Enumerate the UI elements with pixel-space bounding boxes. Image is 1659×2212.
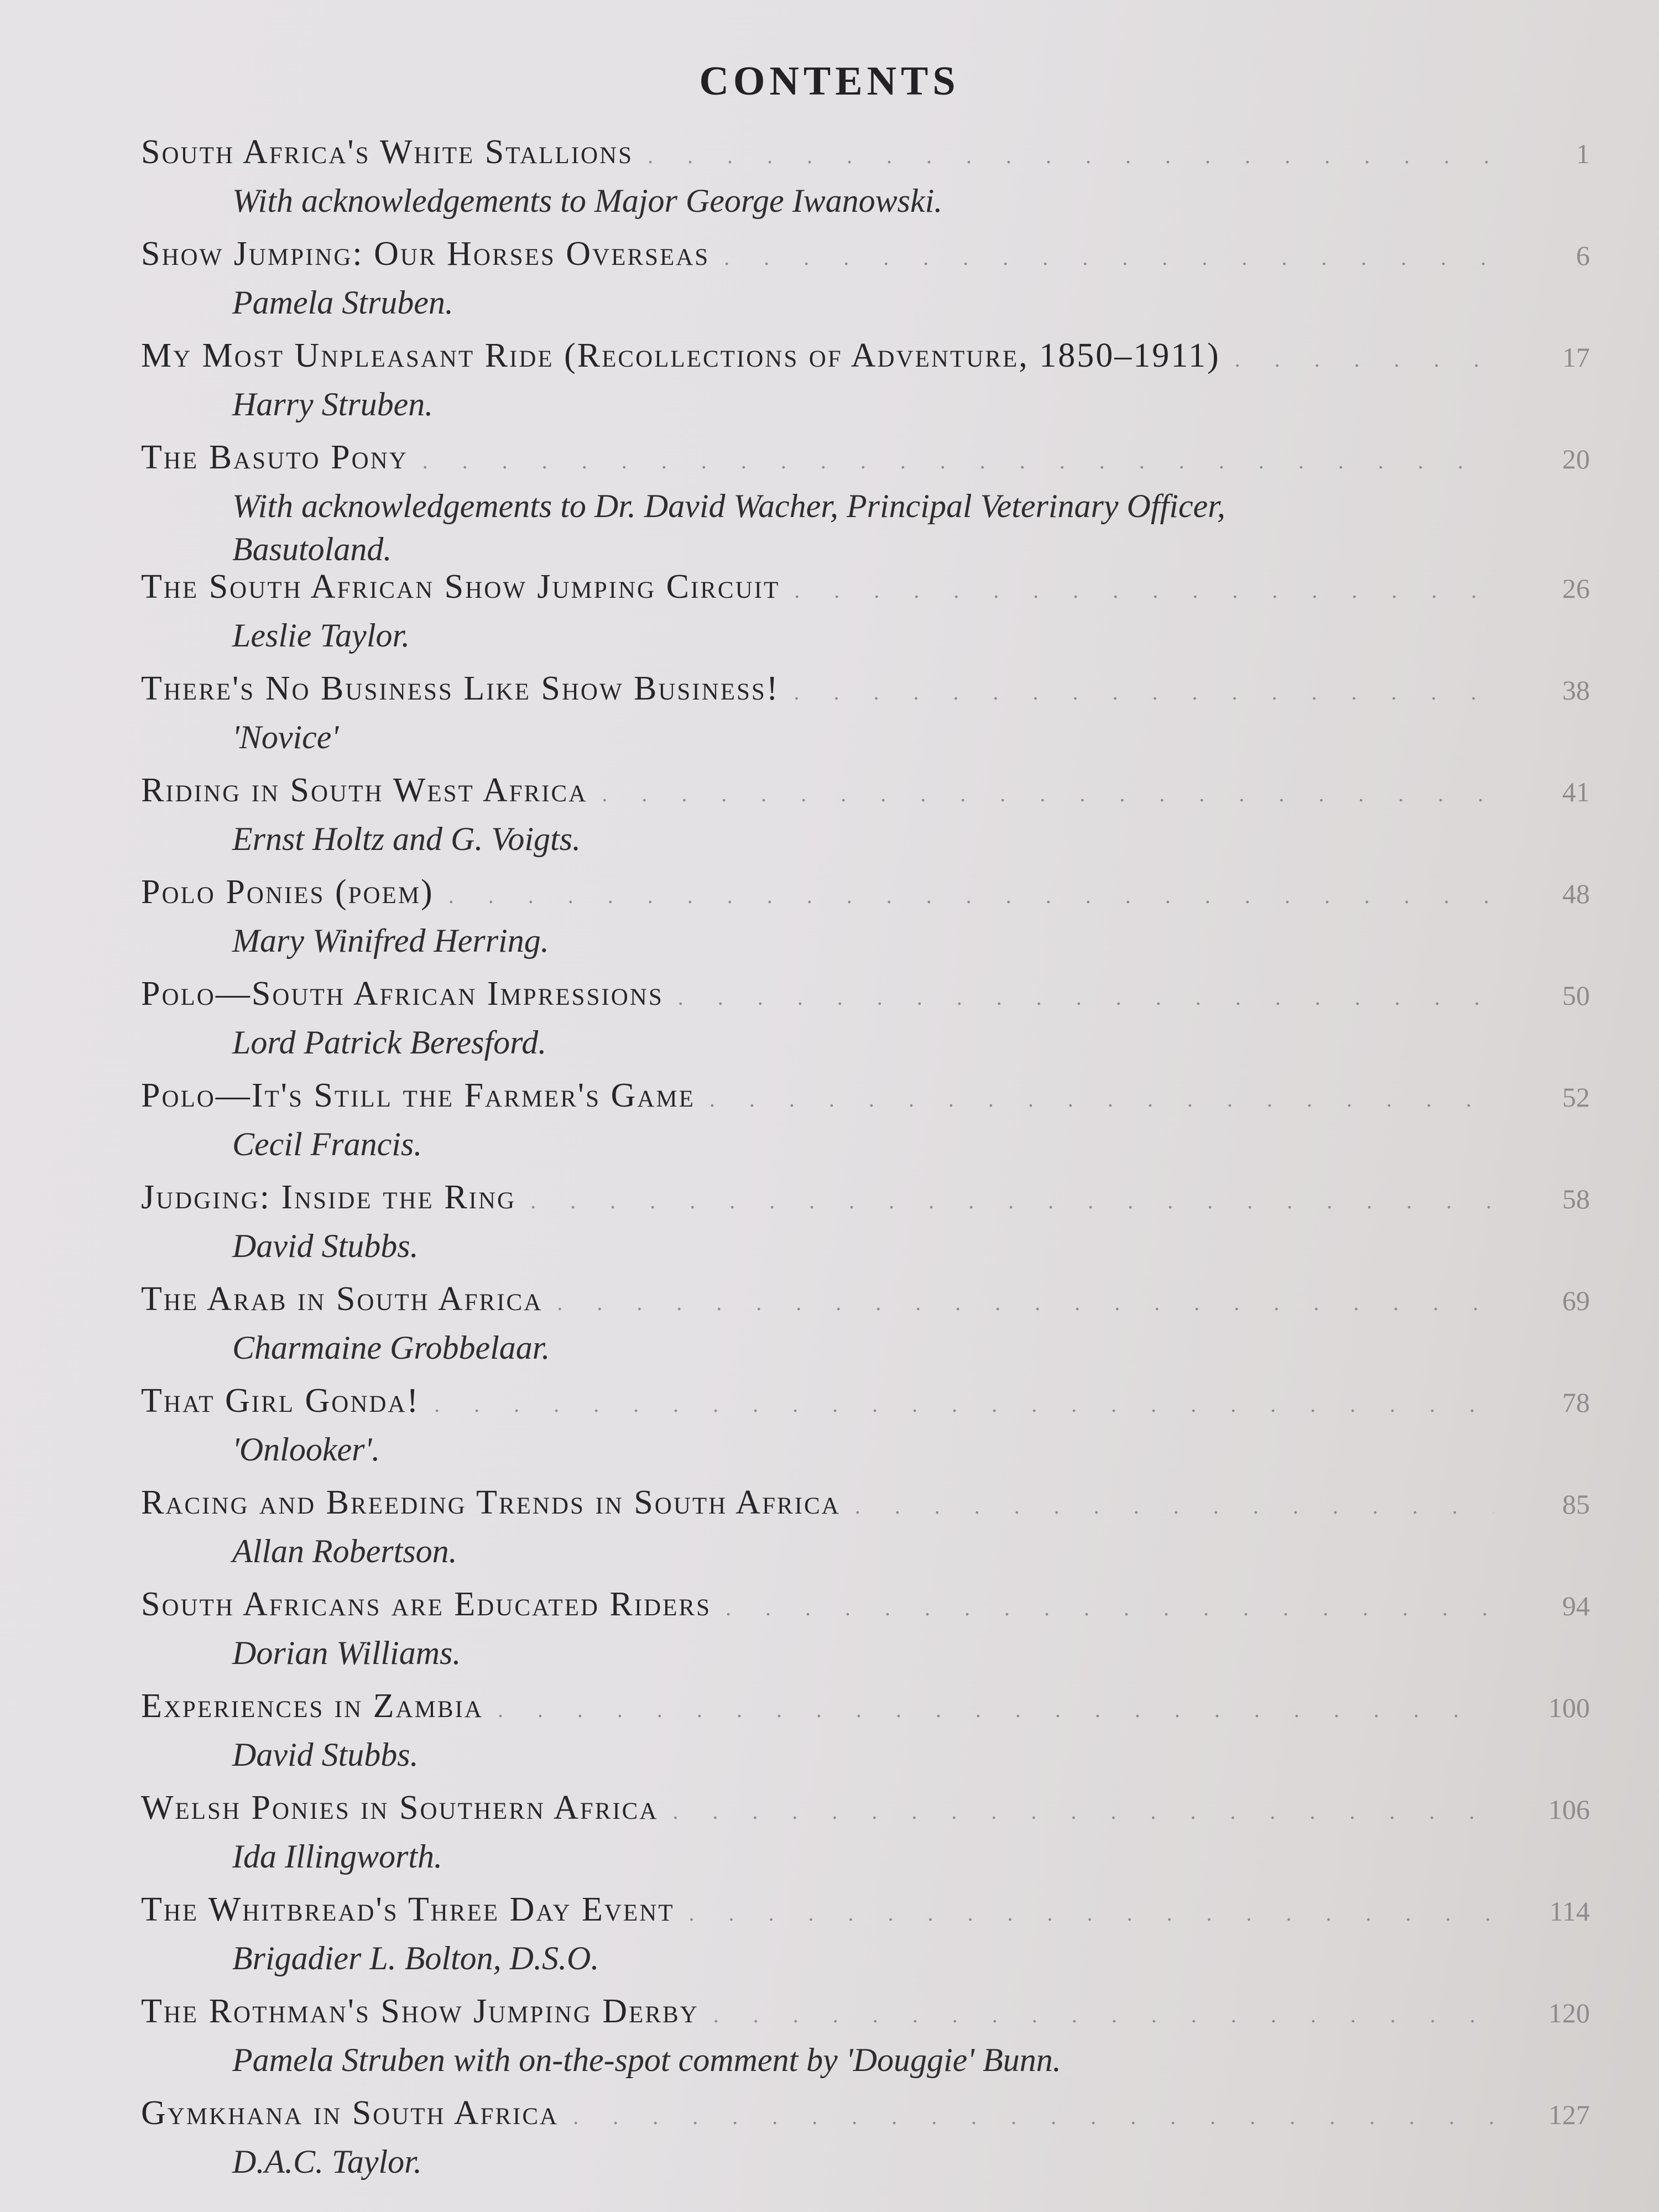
entry-author: Lord Patrick Beresford.	[232, 1024, 547, 1061]
entry-author: Pamela Struben.	[232, 284, 453, 321]
entry-title: My Most Unpleasant Ride (Recollections of Adventure, 1850–1911)	[141, 337, 1220, 374]
toc-entry	[141, 669, 1590, 771]
entry-title: Polo Ponies (poem)	[141, 873, 434, 911]
page-number: 17	[1562, 342, 1590, 373]
page-number: 38	[1562, 675, 1590, 706]
toc-entry	[141, 1076, 1590, 1178]
entry-title: The Basuto Pony	[141, 439, 408, 476]
dot-leader	[678, 984, 1494, 1010]
entry-author: Allan Robertson.	[232, 1533, 457, 1569]
entry-author: Mary Winifred Herring.	[232, 922, 549, 959]
page-number: 127	[1548, 2099, 1590, 2130]
dot-leader	[422, 448, 1494, 474]
page-number: 94	[1562, 1590, 1590, 1621]
page-number: 50	[1562, 980, 1590, 1011]
entry-title: That Girl Gonda!	[141, 1382, 420, 1420]
toc-entry	[141, 1992, 1590, 2094]
toc-entry	[141, 1178, 1590, 1280]
entry-title: The Whitbread's Three Day Event	[141, 1891, 675, 1928]
toc-entry	[141, 234, 1590, 336]
entry-author: D.A.C. Taylor.	[232, 2143, 422, 2180]
toc-entry	[141, 1890, 1590, 1992]
dot-leader	[602, 781, 1494, 807]
entry-author: Pamela Struben with on-the-spot comment by 'Douggie' Bunn.	[232, 2042, 1061, 2078]
toc-entry	[141, 1788, 1590, 1890]
page-number: 41	[1562, 776, 1590, 807]
toc-entry	[141, 1381, 1590, 1483]
entry-title: Experiences in Zambia	[141, 1687, 483, 1725]
entry-author: 'Novice'	[232, 719, 339, 755]
dot-leader	[672, 1798, 1494, 1824]
dot-leader	[713, 2002, 1494, 2028]
dot-leader	[794, 679, 1494, 705]
entry-author: With acknowledgements to Major George Iwanowski.	[232, 182, 943, 219]
page-number: 114	[1549, 1896, 1590, 1927]
page-number: 6	[1576, 240, 1590, 271]
page-number: 85	[1562, 1489, 1590, 1520]
toc-entry	[141, 771, 1590, 873]
dot-leader	[724, 244, 1494, 270]
dot-leader	[434, 1391, 1494, 1417]
dot-leader	[709, 1086, 1494, 1112]
entry-author: With acknowledgements to Dr. David Wacher, Principal Veterinary Officer,	[232, 488, 1225, 524]
page-number: 52	[1562, 1082, 1590, 1113]
page-number: 69	[1562, 1285, 1590, 1316]
page-number: 100	[1548, 1692, 1590, 1723]
toc-entry	[141, 1585, 1590, 1687]
entry-title: Show Jumping: Our Horses Overseas	[141, 235, 710, 273]
dot-leader	[648, 143, 1494, 169]
toc-entry	[141, 336, 1590, 438]
page-number: 78	[1562, 1387, 1590, 1418]
entry-author: Harry Struben.	[232, 386, 434, 422]
entry-title: Polo—It's Still the Farmer's Game	[141, 1077, 695, 1114]
page-number: 20	[1562, 444, 1590, 474]
entry-author: David Stubbs.	[232, 1736, 419, 1773]
toc-entry	[141, 873, 1590, 974]
dot-leader	[689, 1900, 1494, 1926]
entry-title: Polo—South African Impressions	[141, 975, 664, 1013]
entry-author: Ida Illingworth.	[232, 1838, 443, 1875]
toc-entry	[141, 133, 1590, 234]
dot-leader	[855, 1493, 1494, 1519]
dot-leader	[726, 1595, 1494, 1621]
entry-title: South Africa's White Stallions	[141, 133, 634, 171]
toc-entry	[141, 1280, 1590, 1381]
dot-leader	[1235, 346, 1494, 372]
entry-author: Leslie Taylor.	[232, 617, 410, 654]
page-number: 58	[1562, 1183, 1590, 1214]
dot-leader	[557, 1290, 1494, 1316]
page-number: 120	[1548, 1997, 1590, 2028]
entry-title: The Arab in South Africa	[141, 1280, 543, 1318]
table-of-contents	[141, 133, 1590, 2195]
entry-title: The South African Show Jumping Circuit	[141, 568, 780, 606]
dot-leader	[498, 1697, 1494, 1723]
page-number: 48	[1562, 878, 1590, 909]
entry-title: Riding in South West Africa	[141, 771, 588, 809]
dot-leader	[573, 2104, 1494, 2130]
toc-entry	[141, 1687, 1590, 1788]
toc-entry	[141, 567, 1590, 669]
entry-author: Cecil Francis.	[232, 1126, 422, 1162]
toc-entry	[141, 438, 1590, 567]
entry-author-continued: Basutoland.	[232, 531, 392, 567]
entry-title: Welsh Ponies in Southern Africa	[141, 1789, 659, 1827]
entry-title: South Africans are Educated Riders	[141, 1585, 711, 1623]
entry-title: Judging: Inside the Ring	[141, 1178, 517, 1216]
entry-author: Dorian Williams.	[232, 1635, 461, 1671]
toc-entry	[141, 1483, 1590, 1585]
entry-title: Gymkhana in South Africa	[141, 2094, 559, 2132]
page-number: 1	[1576, 138, 1590, 169]
entry-author: Ernst Holtz and G. Voigts.	[232, 821, 581, 857]
dot-leader	[530, 1188, 1494, 1214]
entry-author: Brigadier L. Bolton, D.S.O.	[232, 1940, 599, 1976]
entry-author: David Stubbs.	[232, 1228, 419, 1264]
page-title: CONTENTS	[699, 59, 960, 104]
entry-title: Racing and Breeding Trends in South Africa	[141, 1484, 841, 1521]
entry-author: 'Onlooker'.	[232, 1431, 380, 1468]
toc-entry	[141, 2094, 1590, 2195]
page-number: 26	[1562, 573, 1590, 604]
toc-entry	[141, 974, 1590, 1076]
dot-leader	[448, 883, 1494, 909]
entry-title: The Rothman's Show Jumping Derby	[141, 1992, 699, 2030]
entry-author: Charmaine Grobbelaar.	[232, 1329, 550, 1366]
page-number: 106	[1548, 1794, 1590, 1825]
dot-leader	[794, 577, 1494, 603]
entry-title: There's No Business Like Show Business!	[141, 670, 780, 707]
